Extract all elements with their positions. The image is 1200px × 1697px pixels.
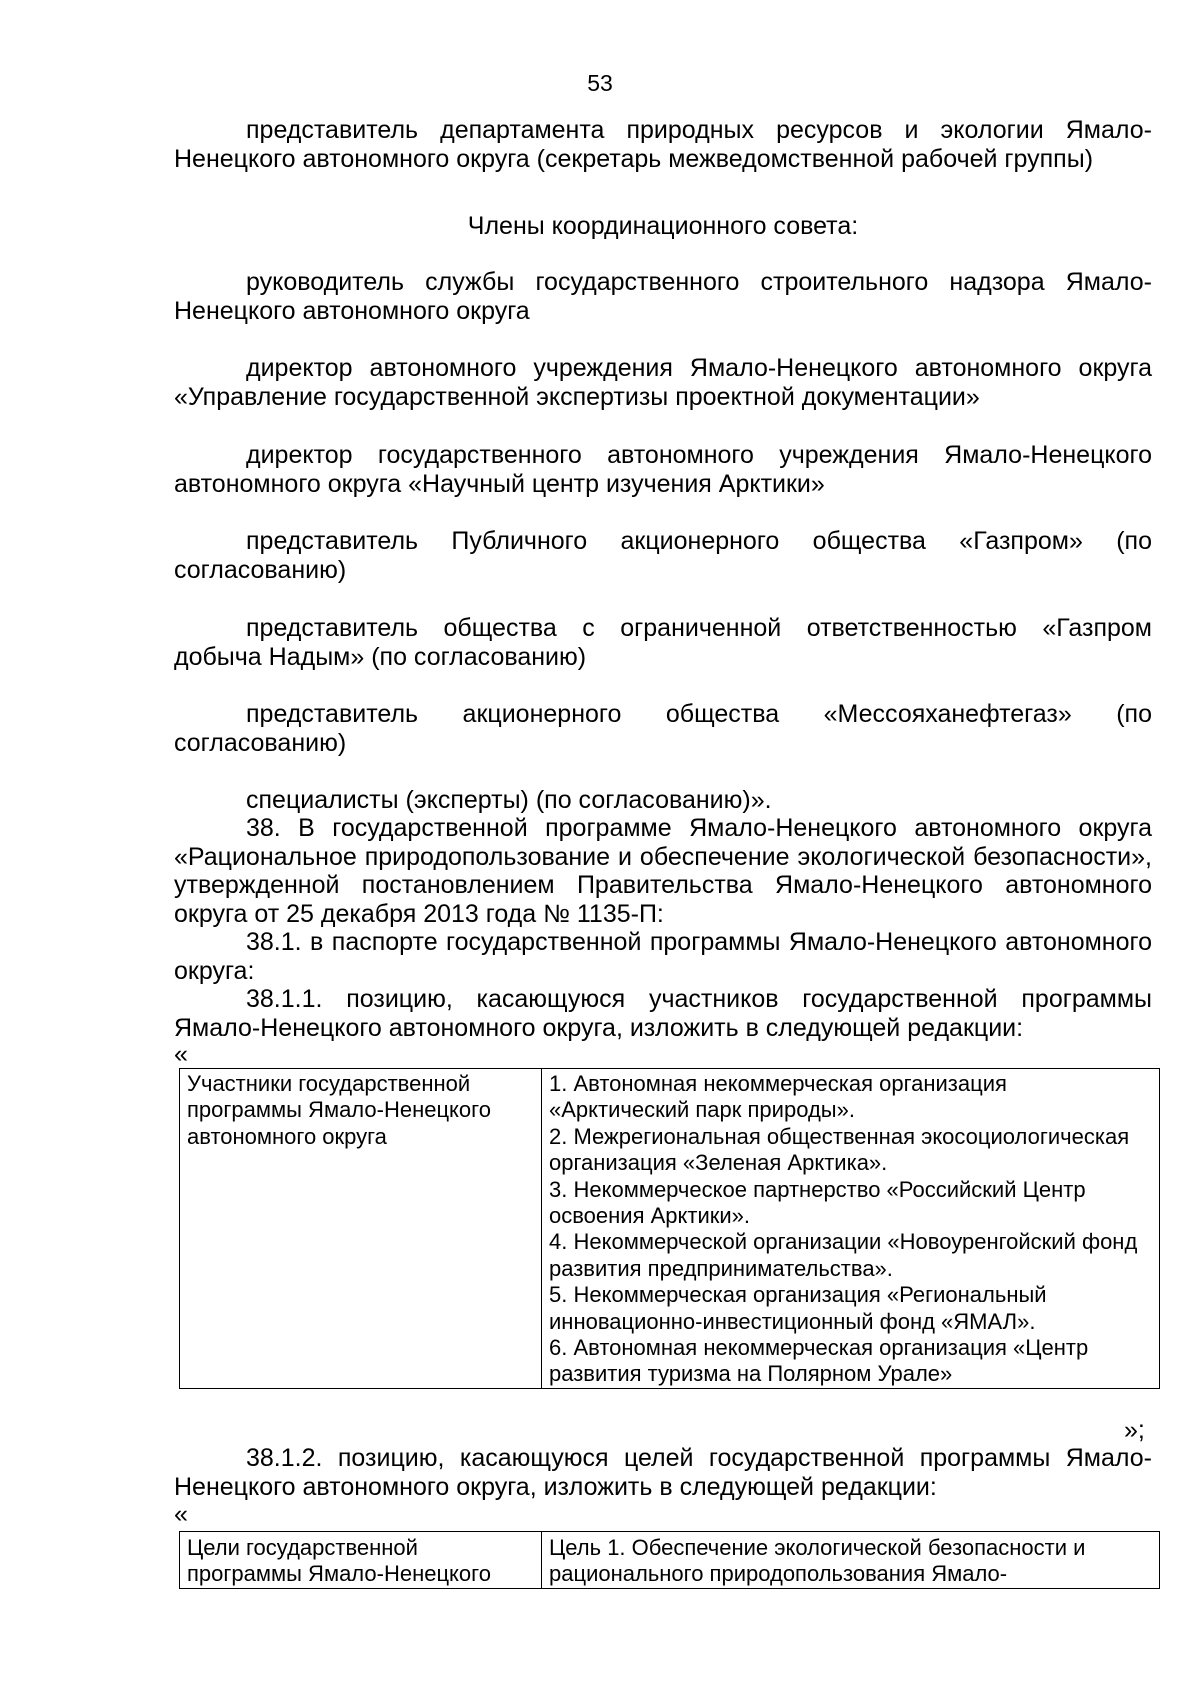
opening-quote: « [174,1500,188,1528]
members-heading: Члены координационного совета: [467,212,859,240]
member-item: представитель акционерного общества «Мессояханефтегаз» (по согласованию) [174,700,1152,757]
member-item: директор автономного учреждения Ямало-Ненецкого автономного округа «Управление государственной экспертизы проектной документации» [174,354,1152,411]
table-row [180,1532,1160,1589]
table-row [180,1069,1160,1389]
list-item: 3. Некоммерческое партнерство «Российский Центр освоения Арктики». [549,1176,1086,1229]
participants-list-cell [542,1069,1160,1389]
item-38-paragraph: 38. В государственной программе Ямало-Ненецкого автономного округа «Рациональное природопользование и обеспечение экологической безопасности», утвержденной постановлением Правительства Ямало-Ненецкого автономного округа от 25 декабря 2013 года № 1135-П: [174,814,1152,928]
page-number: 53 [587,70,613,96]
closing-quote: »; [1124,1416,1145,1444]
item-38-1-1-paragraph: 38.1.1. позицию, касающуюся участников государственной программы Ямало-Ненецкого автономного округа, изложить в следующей редакции: [174,985,1152,1042]
goals-table [179,1531,1160,1589]
member-item: руководитель службы государственного строительного надзора Ямало-Ненецкого автономного округа [174,268,1152,325]
list-item: 6. Автономная некоммерческая организация «Центр развития туризма на Полярном Урале» [549,1335,1089,1387]
participants-label-cell: Участники государственной программы Ямало-Ненецкого автономного округа [180,1069,542,1389]
goals-text-cell: Цель 1. Обеспечение экологической безопасности и рационального природопользования Ямало- [542,1532,1160,1589]
member-item: представитель общества с ограниченной ответственностью «Газпром добыча Надым» (по согласованию) [174,614,1152,671]
specialists-line: специалисты (эксперты) (по согласованию)». [246,786,772,814]
list-item: 4. Некоммерческой организации «Новоуренгойский фонд развития предпринимательства». [549,1229,1138,1281]
participants-table [179,1068,1160,1389]
member-item: представитель Публичного акционерного общества «Газпром» (по согласованию) [174,527,1152,584]
list-item: 5. Некоммерческая организация «Региональный инновационно-инвестиционный фонд «ЯМАЛ». [549,1282,1047,1334]
list-item: 1. Автономная некоммерческая организация «Арктический парк природы». [549,1071,1007,1123]
member-item: директор государственного автономного учреждения Ямало-Ненецкого автономного округа «Научный центр изучения Арктики» [174,441,1152,498]
item-38-1-paragraph: 38.1. в паспорте государственной программы Ямало-Ненецкого автономного округа: [174,928,1152,985]
item-38-1-2-paragraph: 38.1.2. позицию, касающуюся целей государственной программы Ямало-Ненецкого автономного округа, изложить в следующей редакции: [174,1444,1152,1501]
list-item: 2. Межрегиональная общественная экосоциологическая организация «Зеленая Арктика». [549,1123,1130,1176]
opening-quote: « [174,1040,188,1068]
goals-label-cell: Цели государственной программы Ямало-Ненецкого [180,1532,542,1589]
secretary-paragraph: представитель департамента природных ресурсов и экологии Ямало-Ненецкого автономного округа (секретарь межведомственной рабочей группы) [174,116,1152,173]
